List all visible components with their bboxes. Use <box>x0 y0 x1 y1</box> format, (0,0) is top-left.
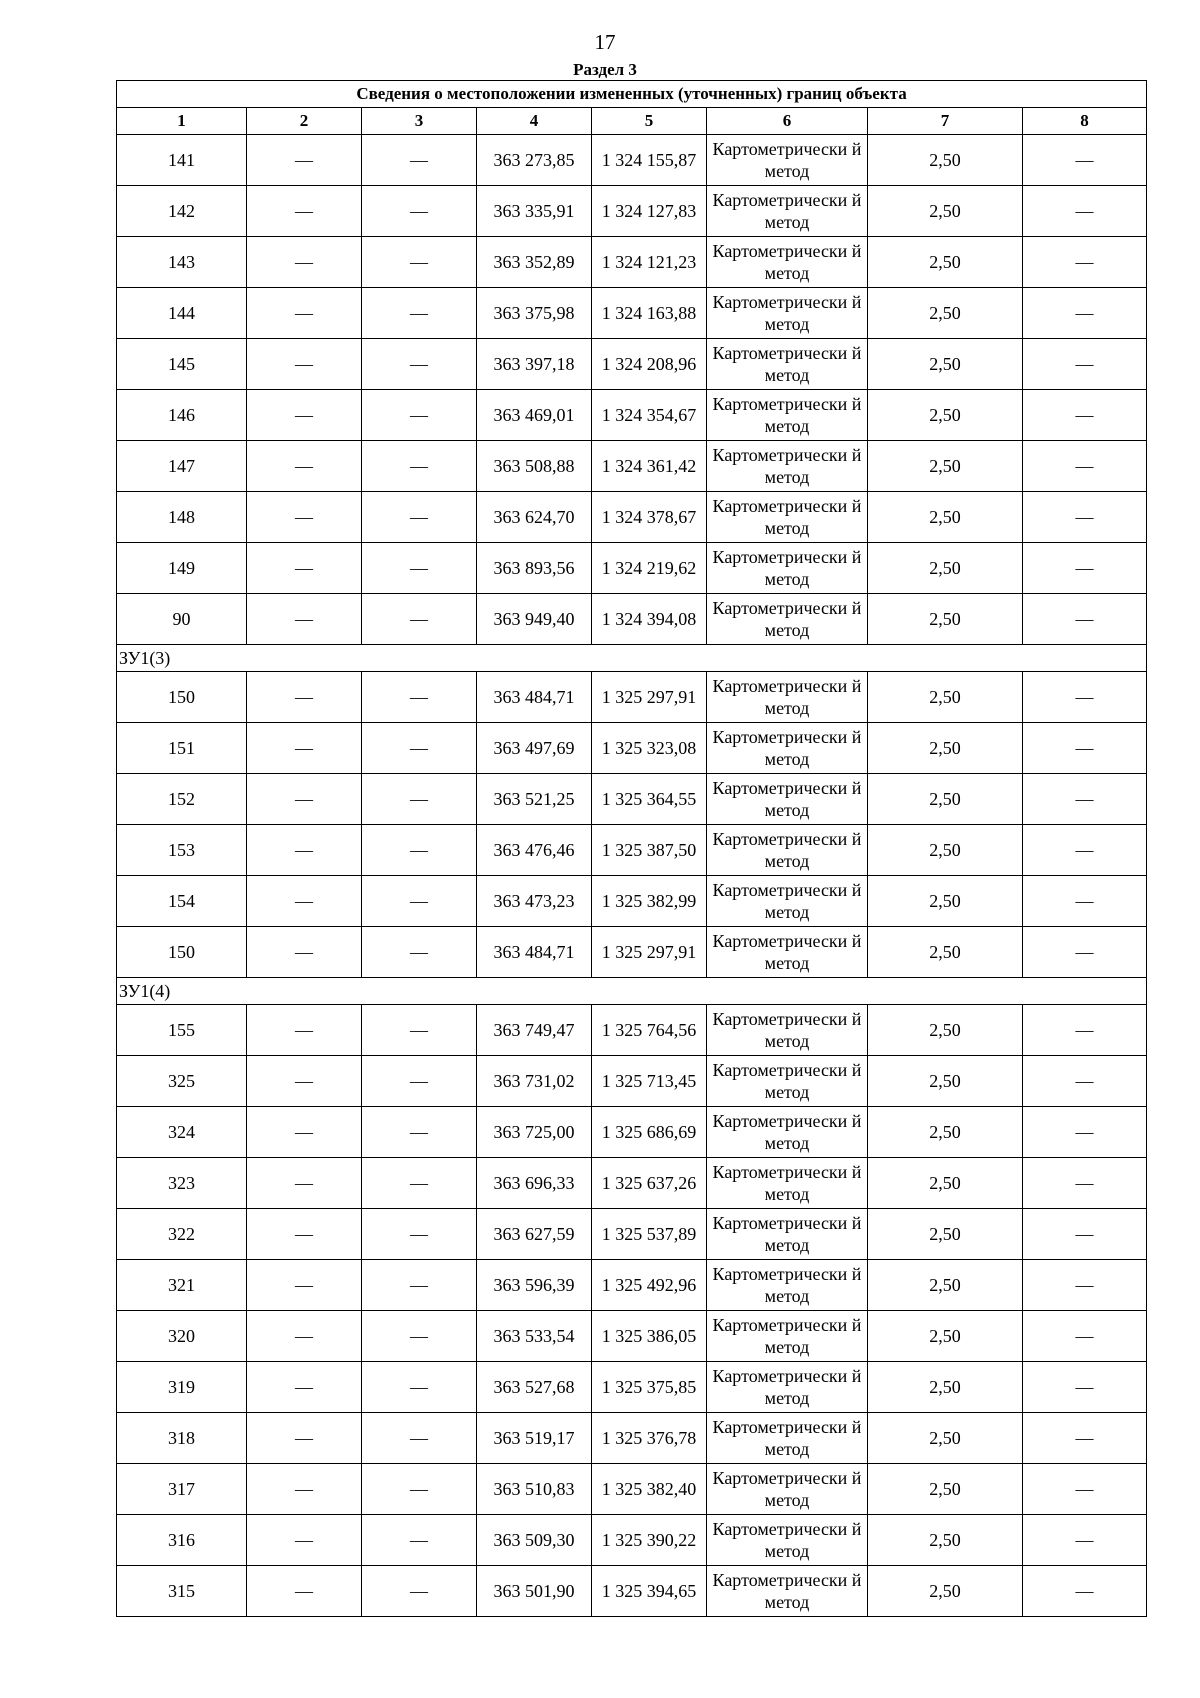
point-number-cell: 318 <box>117 1413 247 1464</box>
cell-col-3: — <box>362 441 477 492</box>
cell-col-2: — <box>247 1260 362 1311</box>
point-number-cell: 151 <box>117 723 247 774</box>
accuracy-cell: 2,50 <box>868 135 1023 186</box>
coordinate-x-cell: 363 484,71 <box>477 672 592 723</box>
cell-col-2: — <box>247 288 362 339</box>
coordinate-x-cell: 363 469,01 <box>477 390 592 441</box>
cell-col-2: — <box>247 1464 362 1515</box>
cell-col-8: — <box>1023 135 1147 186</box>
coordinate-y-cell: 1 325 713,45 <box>592 1056 707 1107</box>
table-row <box>117 876 1147 927</box>
cell-col-3: — <box>362 1260 477 1311</box>
cell-col-8: — <box>1023 1209 1147 1260</box>
point-number-cell: 315 <box>117 1566 247 1617</box>
coordinate-y-cell: 1 324 361,42 <box>592 441 707 492</box>
method-cell: Картометрически й метод <box>707 1056 868 1107</box>
accuracy-cell: 2,50 <box>868 1311 1023 1362</box>
cell-col-3: — <box>362 390 477 441</box>
method-cell: Картометрически й метод <box>707 186 868 237</box>
table-row <box>117 1515 1147 1566</box>
table-row <box>117 1056 1147 1107</box>
point-number-cell: 143 <box>117 237 247 288</box>
method-cell: Картометрически й метод <box>707 543 868 594</box>
coordinate-y-cell: 1 324 163,88 <box>592 288 707 339</box>
method-cell: Картометрически й метод <box>707 288 868 339</box>
column-number: 5 <box>592 108 707 135</box>
cell-col-3: — <box>362 135 477 186</box>
cell-col-3: — <box>362 927 477 978</box>
accuracy-cell: 2,50 <box>868 237 1023 288</box>
cell-col-2: — <box>247 1158 362 1209</box>
point-number-cell: 148 <box>117 492 247 543</box>
cell-col-8: — <box>1023 1566 1147 1617</box>
cell-col-3: — <box>362 672 477 723</box>
method-cell: Картометрически й метод <box>707 774 868 825</box>
cell-col-8: — <box>1023 876 1147 927</box>
point-number-cell: 155 <box>117 1005 247 1056</box>
cell-col-8: — <box>1023 594 1147 645</box>
cell-col-2: — <box>247 927 362 978</box>
coordinate-x-cell: 363 335,91 <box>477 186 592 237</box>
method-cell: Картометрически й метод <box>707 1464 868 1515</box>
table-row <box>117 237 1147 288</box>
accuracy-cell: 2,50 <box>868 288 1023 339</box>
accuracy-cell: 2,50 <box>868 1260 1023 1311</box>
method-cell: Картометрически й метод <box>707 1158 868 1209</box>
coordinate-y-cell: 1 325 382,40 <box>592 1464 707 1515</box>
column-number: 1 <box>117 108 247 135</box>
cell-col-2: — <box>247 876 362 927</box>
point-number-cell: 153 <box>117 825 247 876</box>
coordinate-x-cell: 363 509,30 <box>477 1515 592 1566</box>
point-number-cell: 320 <box>117 1311 247 1362</box>
cell-col-2: — <box>247 441 362 492</box>
point-number-cell: 324 <box>117 1107 247 1158</box>
cell-col-3: — <box>362 774 477 825</box>
table-row <box>117 441 1147 492</box>
cell-col-3: — <box>362 1005 477 1056</box>
accuracy-cell: 2,50 <box>868 876 1023 927</box>
table-caption-row <box>117 81 1147 108</box>
table-row <box>117 672 1147 723</box>
cell-col-2: — <box>247 390 362 441</box>
cell-col-3: — <box>362 1464 477 1515</box>
cell-col-8: — <box>1023 927 1147 978</box>
point-number-cell: 90 <box>117 594 247 645</box>
coordinate-y-cell: 1 324 208,96 <box>592 339 707 390</box>
accuracy-cell: 2,50 <box>868 492 1023 543</box>
point-number-cell: 316 <box>117 1515 247 1566</box>
point-number-cell: 150 <box>117 927 247 978</box>
cell-col-2: — <box>247 1005 362 1056</box>
accuracy-cell: 2,50 <box>868 1515 1023 1566</box>
accuracy-cell: 2,50 <box>868 723 1023 774</box>
point-number-cell: 322 <box>117 1209 247 1260</box>
method-cell: Картометрически й метод <box>707 339 868 390</box>
cell-col-3: — <box>362 1566 477 1617</box>
cell-col-3: — <box>362 723 477 774</box>
cell-col-2: — <box>247 1413 362 1464</box>
coordinate-y-cell: 1 325 492,96 <box>592 1260 707 1311</box>
method-cell: Картометрически й метод <box>707 825 868 876</box>
table-row <box>117 1413 1147 1464</box>
method-cell: Картометрически й метод <box>707 492 868 543</box>
coordinate-y-cell: 1 325 297,91 <box>592 672 707 723</box>
coordinate-y-cell: 1 325 364,55 <box>592 774 707 825</box>
cell-col-8: — <box>1023 390 1147 441</box>
point-number-cell: 147 <box>117 441 247 492</box>
method-cell: Картометрически й метод <box>707 1566 868 1617</box>
method-cell: Картометрически й метод <box>707 927 868 978</box>
method-cell: Картометрически й метод <box>707 1515 868 1566</box>
cell-col-8: — <box>1023 1413 1147 1464</box>
cell-col-8: — <box>1023 288 1147 339</box>
table-row <box>117 1311 1147 1362</box>
point-number-cell: 150 <box>117 672 247 723</box>
point-number-cell: 154 <box>117 876 247 927</box>
point-number-cell: 321 <box>117 1260 247 1311</box>
column-number: 8 <box>1023 108 1147 135</box>
point-number-cell: 144 <box>117 288 247 339</box>
cell-col-2: — <box>247 1362 362 1413</box>
cell-col-8: — <box>1023 1311 1147 1362</box>
accuracy-cell: 2,50 <box>868 1413 1023 1464</box>
cell-col-3: — <box>362 876 477 927</box>
accuracy-cell: 2,50 <box>868 1209 1023 1260</box>
column-number: 3 <box>362 108 477 135</box>
cell-col-2: — <box>247 543 362 594</box>
cell-col-3: — <box>362 543 477 594</box>
table-row <box>117 1107 1147 1158</box>
coordinate-x-cell: 363 473,23 <box>477 876 592 927</box>
cell-col-8: — <box>1023 543 1147 594</box>
point-number-cell: 325 <box>117 1056 247 1107</box>
coordinate-x-cell: 363 476,46 <box>477 825 592 876</box>
cell-col-8: — <box>1023 825 1147 876</box>
coordinate-x-cell: 363 624,70 <box>477 492 592 543</box>
coordinate-y-cell: 1 325 387,50 <box>592 825 707 876</box>
table-row <box>117 1362 1147 1413</box>
cell-col-8: — <box>1023 1005 1147 1056</box>
coordinate-x-cell: 363 501,90 <box>477 1566 592 1617</box>
method-cell: Картометрически й метод <box>707 1107 868 1158</box>
coordinate-x-cell: 363 519,17 <box>477 1413 592 1464</box>
accuracy-cell: 2,50 <box>868 1566 1023 1617</box>
coordinate-y-cell: 1 325 375,85 <box>592 1362 707 1413</box>
cell-col-2: — <box>247 672 362 723</box>
point-number-cell: 317 <box>117 1464 247 1515</box>
method-cell: Картометрически й метод <box>707 1260 868 1311</box>
accuracy-cell: 2,50 <box>868 1158 1023 1209</box>
cell-col-8: — <box>1023 1464 1147 1515</box>
accuracy-cell: 2,50 <box>868 672 1023 723</box>
accuracy-cell: 2,50 <box>868 774 1023 825</box>
cell-col-3: — <box>362 1515 477 1566</box>
point-number-cell: 152 <box>117 774 247 825</box>
accuracy-cell: 2,50 <box>868 543 1023 594</box>
coordinate-x-cell: 363 893,56 <box>477 543 592 594</box>
accuracy-cell: 2,50 <box>868 339 1023 390</box>
coordinate-y-cell: 1 325 764,56 <box>592 1005 707 1056</box>
group-header-row <box>117 645 1147 672</box>
coordinate-x-cell: 363 749,47 <box>477 1005 592 1056</box>
accuracy-cell: 2,50 <box>868 594 1023 645</box>
accuracy-cell: 2,50 <box>868 1107 1023 1158</box>
cell-col-8: — <box>1023 774 1147 825</box>
coordinate-y-cell: 1 324 394,08 <box>592 594 707 645</box>
column-number: 7 <box>868 108 1023 135</box>
cell-col-8: — <box>1023 186 1147 237</box>
cell-col-2: — <box>247 594 362 645</box>
table-row <box>117 543 1147 594</box>
point-number-cell: 146 <box>117 390 247 441</box>
cell-col-2: — <box>247 237 362 288</box>
coordinate-y-cell: 1 325 637,26 <box>592 1158 707 1209</box>
coordinate-y-cell: 1 324 121,23 <box>592 237 707 288</box>
table-row <box>117 774 1147 825</box>
cell-col-8: — <box>1023 723 1147 774</box>
table-row <box>117 1260 1147 1311</box>
cell-col-8: — <box>1023 1056 1147 1107</box>
cell-col-2: — <box>247 1311 362 1362</box>
cell-col-2: — <box>247 1566 362 1617</box>
method-cell: Картометрически й метод <box>707 723 868 774</box>
table-row <box>117 1209 1147 1260</box>
coordinate-x-cell: 363 273,85 <box>477 135 592 186</box>
table-row <box>117 594 1147 645</box>
accuracy-cell: 2,50 <box>868 825 1023 876</box>
cell-col-2: — <box>247 825 362 876</box>
cell-col-3: — <box>362 186 477 237</box>
coordinate-y-cell: 1 324 219,62 <box>592 543 707 594</box>
method-cell: Картометрически й метод <box>707 1311 868 1362</box>
table-caption: Сведения о местоположении измененных (уточненных) границ объекта <box>117 81 1147 108</box>
cell-col-8: — <box>1023 672 1147 723</box>
table-row <box>117 1464 1147 1515</box>
coordinate-y-cell: 1 325 323,08 <box>592 723 707 774</box>
cell-col-2: — <box>247 492 362 543</box>
method-cell: Картометрически й метод <box>707 1362 868 1413</box>
point-number-cell: 142 <box>117 186 247 237</box>
cell-col-3: — <box>362 1056 477 1107</box>
cell-col-2: — <box>247 186 362 237</box>
table-row <box>117 135 1147 186</box>
accuracy-cell: 2,50 <box>868 927 1023 978</box>
page-number: 17 <box>594 30 616 54</box>
method-cell: Картометрически й метод <box>707 672 868 723</box>
accuracy-cell: 2,50 <box>868 390 1023 441</box>
coordinate-x-cell: 363 731,02 <box>477 1056 592 1107</box>
method-cell: Картометрически й метод <box>707 1209 868 1260</box>
coordinate-y-cell: 1 325 297,91 <box>592 927 707 978</box>
coordinate-x-cell: 363 527,68 <box>477 1362 592 1413</box>
table-row <box>117 186 1147 237</box>
method-cell: Картометрически й метод <box>707 237 868 288</box>
coordinate-y-cell: 1 325 382,99 <box>592 876 707 927</box>
method-cell: Картометрически й метод <box>707 441 868 492</box>
column-number: 6 <box>707 108 868 135</box>
column-number: 2 <box>247 108 362 135</box>
table-row <box>117 1158 1147 1209</box>
cell-col-2: — <box>247 774 362 825</box>
accuracy-cell: 2,50 <box>868 186 1023 237</box>
cell-col-8: — <box>1023 1107 1147 1158</box>
table-row <box>117 723 1147 774</box>
point-number-cell: 323 <box>117 1158 247 1209</box>
table-row <box>117 288 1147 339</box>
cell-col-3: — <box>362 288 477 339</box>
coordinate-x-cell: 363 508,88 <box>477 441 592 492</box>
accuracy-cell: 2,50 <box>868 441 1023 492</box>
coordinate-x-cell: 363 949,40 <box>477 594 592 645</box>
point-number-cell: 145 <box>117 339 247 390</box>
table-row <box>117 825 1147 876</box>
coordinate-y-cell: 1 324 354,67 <box>592 390 707 441</box>
method-cell: Картометрически й метод <box>707 135 868 186</box>
table-row <box>117 1566 1147 1617</box>
cell-col-8: — <box>1023 1260 1147 1311</box>
method-cell: Картометрически й метод <box>707 390 868 441</box>
group-label: ЗУ1(3) <box>117 645 1147 672</box>
cell-col-2: — <box>247 723 362 774</box>
cell-col-3: — <box>362 492 477 543</box>
method-cell: Картометрически й метод <box>707 876 868 927</box>
coordinate-x-cell: 363 627,59 <box>477 1209 592 1260</box>
table-row <box>117 390 1147 441</box>
cell-col-2: — <box>247 339 362 390</box>
table-row <box>117 339 1147 390</box>
coordinate-y-cell: 1 324 378,67 <box>592 492 707 543</box>
cell-col-3: — <box>362 237 477 288</box>
point-number-cell: 319 <box>117 1362 247 1413</box>
method-cell: Картометрически й метод <box>707 1413 868 1464</box>
column-number-row <box>117 108 1147 135</box>
cell-col-3: — <box>362 1158 477 1209</box>
coordinate-x-cell: 363 352,89 <box>477 237 592 288</box>
coordinate-x-cell: 363 375,98 <box>477 288 592 339</box>
coordinate-y-cell: 1 325 394,65 <box>592 1566 707 1617</box>
cell-col-8: — <box>1023 237 1147 288</box>
accuracy-cell: 2,50 <box>868 1056 1023 1107</box>
cell-col-3: — <box>362 1107 477 1158</box>
table-row <box>117 492 1147 543</box>
point-number-cell: 141 <box>117 135 247 186</box>
cell-col-8: — <box>1023 492 1147 543</box>
cell-col-2: — <box>247 135 362 186</box>
accuracy-cell: 2,50 <box>868 1362 1023 1413</box>
cell-col-2: — <box>247 1209 362 1260</box>
coordinate-y-cell: 1 325 686,69 <box>592 1107 707 1158</box>
cell-col-3: — <box>362 825 477 876</box>
cell-col-3: — <box>362 339 477 390</box>
coordinate-y-cell: 1 324 155,87 <box>592 135 707 186</box>
coordinate-x-cell: 363 510,83 <box>477 1464 592 1515</box>
method-cell: Картометрически й метод <box>707 1005 868 1056</box>
accuracy-cell: 2,50 <box>868 1005 1023 1056</box>
cell-col-3: — <box>362 1413 477 1464</box>
group-label: ЗУ1(4) <box>117 978 1147 1005</box>
coordinate-y-cell: 1 325 376,78 <box>592 1413 707 1464</box>
column-number: 4 <box>477 108 592 135</box>
cell-col-8: — <box>1023 1158 1147 1209</box>
cell-col-3: — <box>362 1311 477 1362</box>
cell-col-3: — <box>362 1209 477 1260</box>
coordinate-x-cell: 363 497,69 <box>477 723 592 774</box>
coordinate-y-cell: 1 325 390,22 <box>592 1515 707 1566</box>
cell-col-3: — <box>362 594 477 645</box>
boundary-table <box>116 80 1147 1617</box>
table-row <box>117 1005 1147 1056</box>
cell-col-8: — <box>1023 1362 1147 1413</box>
coordinate-x-cell: 363 484,71 <box>477 927 592 978</box>
method-cell: Картометрически й метод <box>707 594 868 645</box>
cell-col-8: — <box>1023 1515 1147 1566</box>
accuracy-cell: 2,50 <box>868 1464 1023 1515</box>
coordinate-x-cell: 363 533,54 <box>477 1311 592 1362</box>
cell-col-8: — <box>1023 339 1147 390</box>
coordinate-x-cell: 363 596,39 <box>477 1260 592 1311</box>
coordinate-y-cell: 1 324 127,83 <box>592 186 707 237</box>
cell-col-8: — <box>1023 441 1147 492</box>
cell-col-2: — <box>247 1056 362 1107</box>
coordinate-x-cell: 363 725,00 <box>477 1107 592 1158</box>
coordinate-y-cell: 1 325 537,89 <box>592 1209 707 1260</box>
table-row <box>117 927 1147 978</box>
cell-col-2: — <box>247 1515 362 1566</box>
cell-col-3: — <box>362 1362 477 1413</box>
cell-col-2: — <box>247 1107 362 1158</box>
group-header-row <box>117 978 1147 1005</box>
coordinate-y-cell: 1 325 386,05 <box>592 1311 707 1362</box>
point-number-cell: 149 <box>117 543 247 594</box>
coordinate-x-cell: 363 696,33 <box>477 1158 592 1209</box>
coordinate-x-cell: 363 397,18 <box>477 339 592 390</box>
section-title: Раздел 3 <box>573 60 637 79</box>
coordinate-x-cell: 363 521,25 <box>477 774 592 825</box>
